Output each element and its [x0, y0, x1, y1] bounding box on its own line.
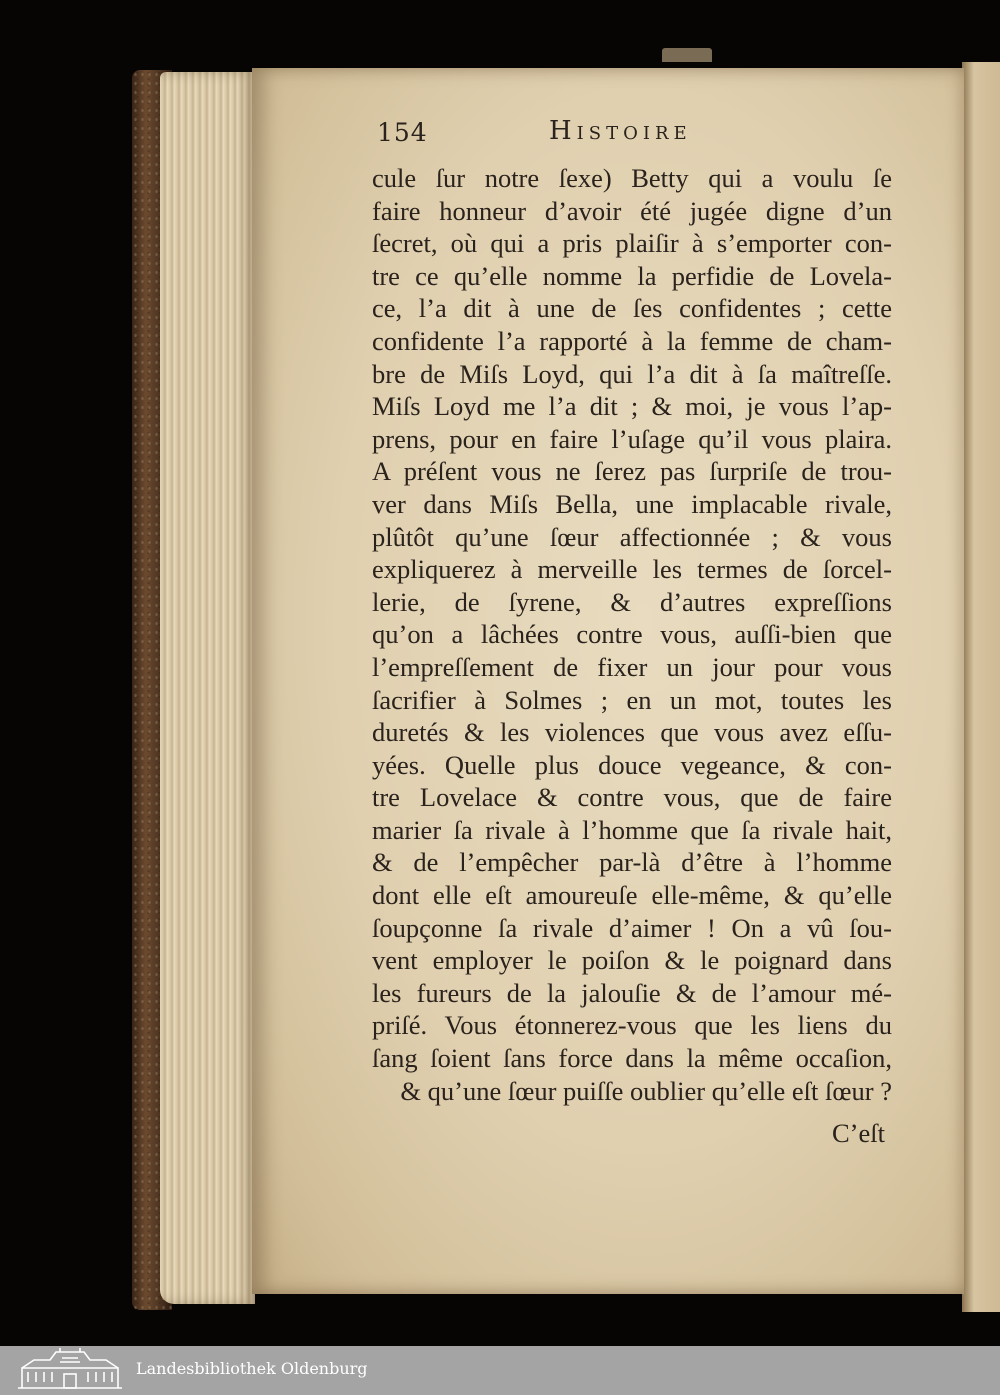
page-number: 154 [377, 118, 428, 147]
text-line: cule ſur notre ſexe) Betty qui a voulu ſe [372, 163, 892, 193]
body-text [372, 162, 892, 1107]
text-line: lerie, de ſyrene, & d’autres expreſſions [372, 586, 892, 617]
text-line: qu’on a lâchées contre vous, auſſi-bien que [372, 619, 892, 650]
text-line: priſé. Vous étonnerez-vous que les liens du [372, 1010, 892, 1041]
text-line: tre ce qu’elle nomme la perfidie de Lovela- [372, 260, 892, 291]
text-line: vent employer le poiſon & le poignard dans [372, 945, 892, 976]
library-building-icon [14, 1348, 126, 1392]
catchword: C’eſt [832, 1118, 885, 1148]
facing-page-edge [962, 62, 1000, 1312]
text-line: ſecret, où qui a pris plaiſir à s’emporter con- [372, 228, 892, 259]
text-line: ſoupçonne ſa rivale d’aimer ! On a vû ſou- [372, 912, 892, 943]
text-line: Miſs Loyd me l’a dit ; & moi, je vous l’ap- [372, 391, 892, 422]
running-head: Histoire [549, 116, 692, 146]
text-line: yées. Quelle plus douce vegeance, & con- [372, 749, 892, 780]
page-edges [160, 72, 255, 1304]
text-line: duretés & les violences que vous avez eſſu- [372, 717, 892, 748]
text-line: plûtôt qu’une ſœur affectionnée ; & vous [372, 521, 892, 552]
text-line: A préſent vous ne ſerez pas ſurpriſe de trou- [372, 456, 892, 487]
text-line: & de l’empêcher par-là d’être à l’homme [372, 847, 892, 878]
text-line: ſang ſoient ſans force dans la même occaſion, [372, 1043, 892, 1074]
text-line: les fureurs de la jalouſie & de l’amour mé- [372, 977, 892, 1008]
text-line: prens, pour en faire l’uſage qu’il vous plaira. [372, 423, 892, 454]
text-line: & qu’une ſœur puiſſe oublier qu’elle eſt ſœur ? [400, 1075, 892, 1106]
text-line: dont elle eſt amoureuſe elle-même, & qu’elle [372, 880, 892, 911]
text-line: ce, l’a dit à une de ſes confidentes ; cette [372, 293, 892, 324]
text-line: faire honneur d’avoir été jugée digne d’un [372, 195, 892, 226]
text-line: ſacrifier à Solmes ; en un mot, toutes les [372, 684, 892, 715]
text-line: ver dans Miſs Bella, une implacable rivale, [372, 488, 892, 519]
text-line: bre de Miſs Loyd, qui l’a dit à ſa maîtreſſe. [372, 358, 892, 389]
text-line: tre Lovelace & contre vous, que de faire [372, 782, 892, 813]
book-top-tab [662, 48, 712, 62]
text-line: marier ſa rivale à l’homme que ſa rivale hait, [372, 814, 892, 845]
footer-bar [0, 1346, 1000, 1395]
library-name: Landesbibliothek Oldenburg [136, 1359, 368, 1378]
text-line: l’empreſſement de fixer un jour pour vous [372, 651, 892, 682]
text-line: expliquerez à merveille les termes de ſorcel- [372, 554, 892, 585]
text-line: confidente l’a rapporté à la femme de cham- [372, 325, 892, 356]
